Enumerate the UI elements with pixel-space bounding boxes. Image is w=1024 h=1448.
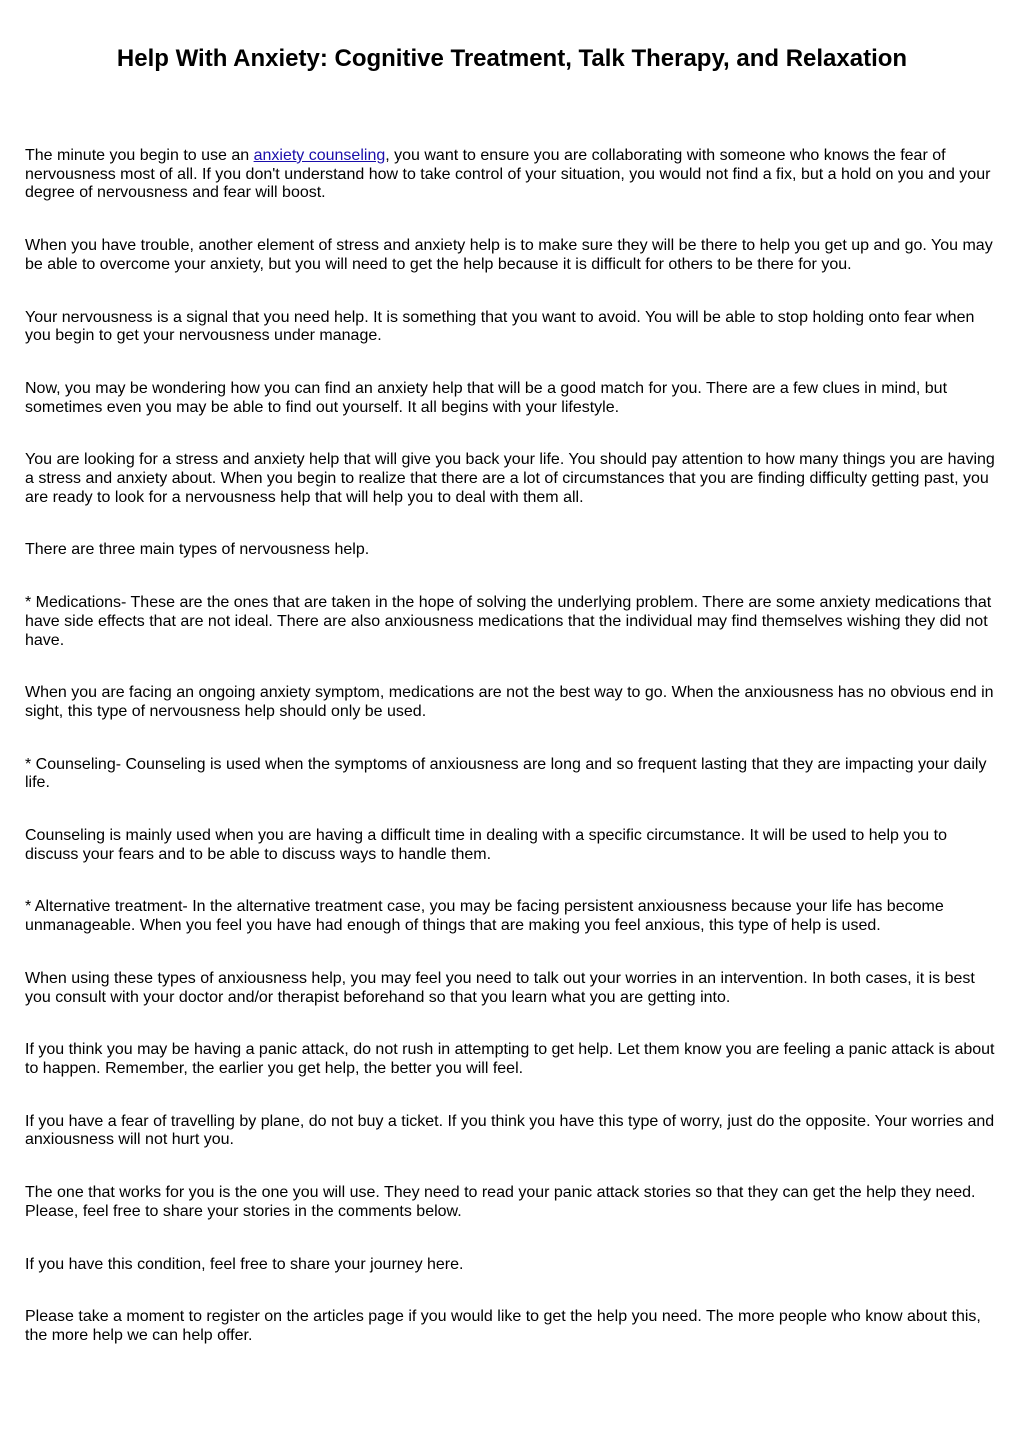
- anxiety-counseling-link[interactable]: anxiety counseling: [253, 147, 386, 164]
- list-item-counseling: * Counseling- Counseling is used when the symptoms of anxiousness are long and so frequent lasting that they are impacting your daily life.: [25, 755, 987, 792]
- article-body: [25, 147, 1003, 1380]
- paragraph-register: Please take a moment to register on the articles page if you would like to get the help you need. The more people who know about this, the more help we can help offer.: [25, 1308, 981, 1344]
- paragraph-counseling-usage: Counseling is mainly used when you are having a difficult time in dealing with a specific circumstance. It will be used to help you to discuss your fears and to be able to discuss ways to handle them.: [25, 827, 947, 863]
- paragraph-three-types: There are three main types of nervousness help.: [25, 541, 370, 559]
- page-title: Help With Anxiety: Cognitive Treatment, Talk Therapy, and Relaxation: [116, 45, 908, 72]
- paragraph-help-availability: When you have trouble, another element of stress and anxiety help is to make sure they will be there to help you get up and go. You may be able to overcome your anxiety, but you will need to get the help because it is difficult for others to be there for you.: [25, 237, 993, 273]
- intro-text-before-link: The minute you begin to use an: [25, 147, 254, 164]
- paragraph-intervention: When using these types of anxiousness help, you may feel you need to talk out your worries in an intervention. In both cases, it is best you consult with your doctor and/or therapist beforehand so that you learn what you are getting into.: [25, 969, 975, 1006]
- paragraph-fear-of-flying: If you have a fear of travelling by plane, do not buy a ticket. If you think you have this type of worry, just do the opposite. Your worries and anxiousness will not hurt you.: [25, 1112, 995, 1149]
- intro-text-after-link: , you want to ensure you are collaborating with someone who knows the fear of nervousness most of all. If you don't understand how to take control of your situation, you would not find a fix, but a hold on you and your degree of nervousness and fear will boost.: [25, 147, 991, 202]
- paragraph-nervousness-signal: Your nervousness is a signal that you need help. It is something that you want to avoid. You will be able to stop holding onto fear when you begin to get your nervousness under manage.: [25, 308, 975, 345]
- paragraph-share-stories: The one that works for you is the one you will use. They need to read your panic attack stories so that they can get the help they need. Please, feel free to share your stories in the comments below.: [25, 1184, 976, 1220]
- list-item-alternative-treatment: * Alternative treatment- In the alternative treatment case, you may be facing persistent anxiousness because your life has become unmanageable. When you feel you have had enough of things that are making you feel anxious, this type of help is used.: [25, 898, 944, 935]
- paragraph-panic-attack: If you think you may be having a panic attack, do not rush in attempting to get help. Let them know you are feeling a panic attack is about to happen. Remember, the earlier you get help, the better you will feel.: [25, 1041, 995, 1077]
- paragraph-share-journey: If you have this condition, feel free to share your journey here.: [25, 1255, 464, 1273]
- paragraph-give-back-life: You are looking for a stress and anxiety help that will give you back your life. You should pay attention to how many things you are having a stress and anxiety about. When you begin to realize that there are a lot of circumstances that you are finding difficulty getting past, you are ready to look for a nervousness help that will help you to deal with them all.: [25, 451, 995, 506]
- paragraph-ongoing-symptom: When you are facing an ongoing anxiety symptom, medications are not the best way to go. When the anxiousness has no obvious end in sight, this type of nervousness help should only be used.: [25, 684, 994, 720]
- paragraph-finding-match: Now, you may be wondering how you can find an anxiety help that will be a good match for you. There are a few clues in mind, but sometimes even you may be able to find out yourself. It all begins with your lifestyle.: [25, 379, 948, 416]
- list-item-medications: * Medications- These are the ones that are taken in the hope of solving the underlying problem. There are some anxiety medications that have side effects that are not ideal. There are also anxiousness medications that the individual may find themselves wishing they did not have.: [25, 594, 992, 649]
- intro-paragraph: [25, 147, 1003, 203]
